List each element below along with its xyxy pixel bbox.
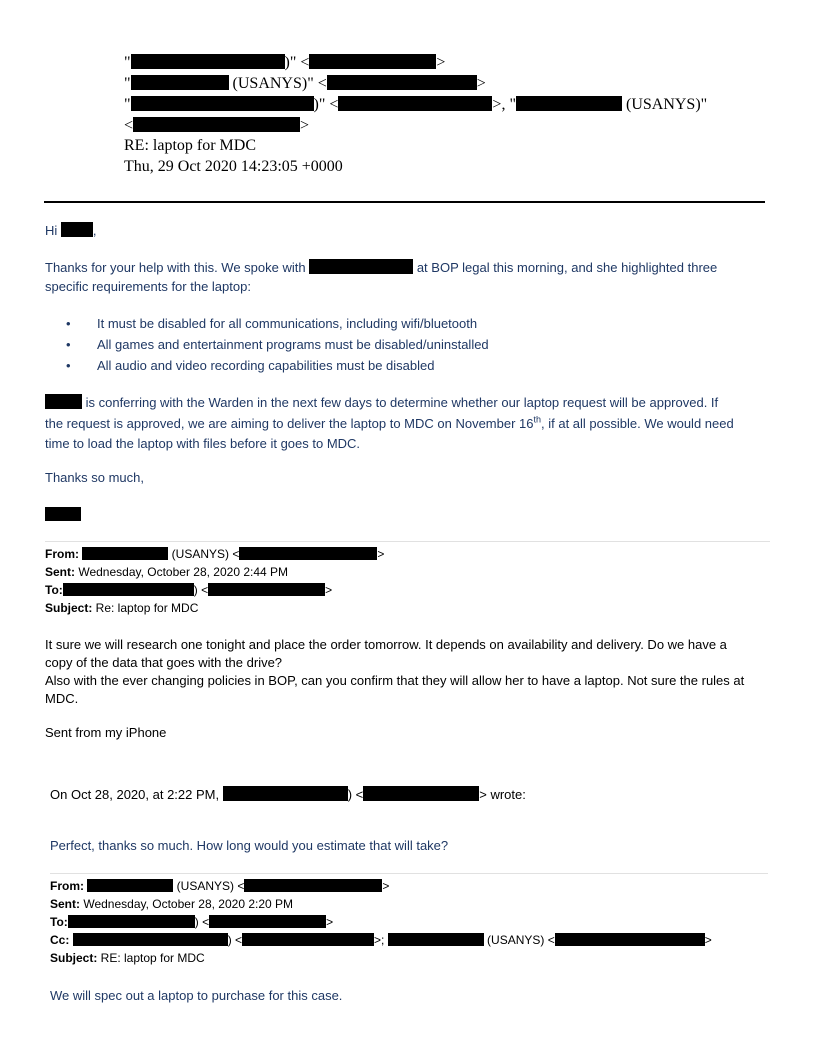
paragraph-1: Thanks for your help with this. We spoke with at BOP legal this morning, and she highlighted three specific requirements for the laptop:	[45, 260, 718, 294]
redaction	[239, 547, 377, 560]
quote-attribution: On Oct 28, 2020, at 2:22 PM, ) < > wrote:	[50, 787, 526, 802]
requirements-list	[66, 313, 489, 376]
subject-value: RE: laptop for MDC	[124, 137, 256, 154]
reply2-text: We will spec out a laptop to purchase for this case.	[50, 988, 343, 1003]
signature-redaction	[45, 507, 81, 521]
reply-divider	[45, 541, 770, 542]
redaction	[82, 547, 168, 560]
quote-text: Perfect, thanks so much. How long would you estimate that will take?	[50, 838, 449, 853]
cc-value-line2: < >	[124, 117, 310, 134]
cc-value: " )" < >, " (USANYS)"	[124, 96, 708, 113]
paragraph-2: is conferring with the Warden in the next few days to determine whether our laptop request will be approved. If the request is approved, we are aiming to deliver the laptop to MDC on November 16th, if at all possible. We would need time to load the laptop with files before it goes to MDC.	[45, 395, 734, 451]
redaction	[208, 583, 325, 596]
redaction	[131, 54, 285, 69]
greeting: Hi ,	[45, 223, 97, 238]
header-divider	[44, 201, 765, 203]
reply2-header: From: (USANYS) < > Sent: Wednesday, October 28, 2020 2:20 PM To: ) < > Cc: ) < >; (USANYS) < > Subject: RE: laptop for MDC	[50, 879, 712, 965]
redaction	[555, 933, 705, 946]
redaction	[87, 879, 173, 892]
list-item: • All games and entertainment programs must be disabled/uninstalled	[66, 337, 489, 352]
redaction	[388, 933, 484, 946]
redaction	[68, 915, 195, 928]
redaction	[209, 915, 326, 928]
signoff: Thanks so much,	[45, 470, 144, 485]
quote-divider	[50, 873, 768, 874]
redaction	[242, 933, 374, 946]
list-item: • It must be disabled for all communications, including wifi/bluetooth	[66, 316, 478, 331]
redaction	[309, 259, 413, 274]
redaction	[45, 394, 82, 409]
redaction	[338, 96, 492, 111]
redaction	[63, 583, 194, 596]
reply1-header: From: (USANYS) < > Sent: Wednesday, October 28, 2020 2:44 PM To: ) < > Subject: Re: laptop for MDC	[45, 547, 385, 615]
to-value: " (USANYS)" < >	[124, 75, 486, 92]
redaction	[223, 786, 348, 801]
reply1-body: It sure we will research one tonight and place the order tomorrow. It depends on availability and delivery. Do we have a copy of the data that goes with the drive? Also with the ever changing policies in BOP, can you confirm that they will allow her to have a laptop. Not sure the rules at MDC.	[45, 637, 745, 706]
list-item: • All audio and video recording capabilities must be disabled	[66, 358, 435, 373]
from-value: " )" < >	[124, 54, 446, 71]
redaction	[327, 75, 477, 90]
redaction	[133, 117, 300, 132]
date-value: Thu, 29 Oct 2020 14:23:05 +0000	[124, 158, 343, 175]
redaction	[516, 96, 622, 111]
redaction	[131, 96, 314, 111]
redaction	[363, 786, 479, 801]
redaction	[61, 222, 93, 237]
reply1-signature: Sent from my iPhone	[45, 725, 167, 740]
redaction	[73, 933, 228, 946]
redaction	[131, 75, 229, 90]
redaction	[309, 54, 436, 69]
redaction	[244, 879, 382, 892]
